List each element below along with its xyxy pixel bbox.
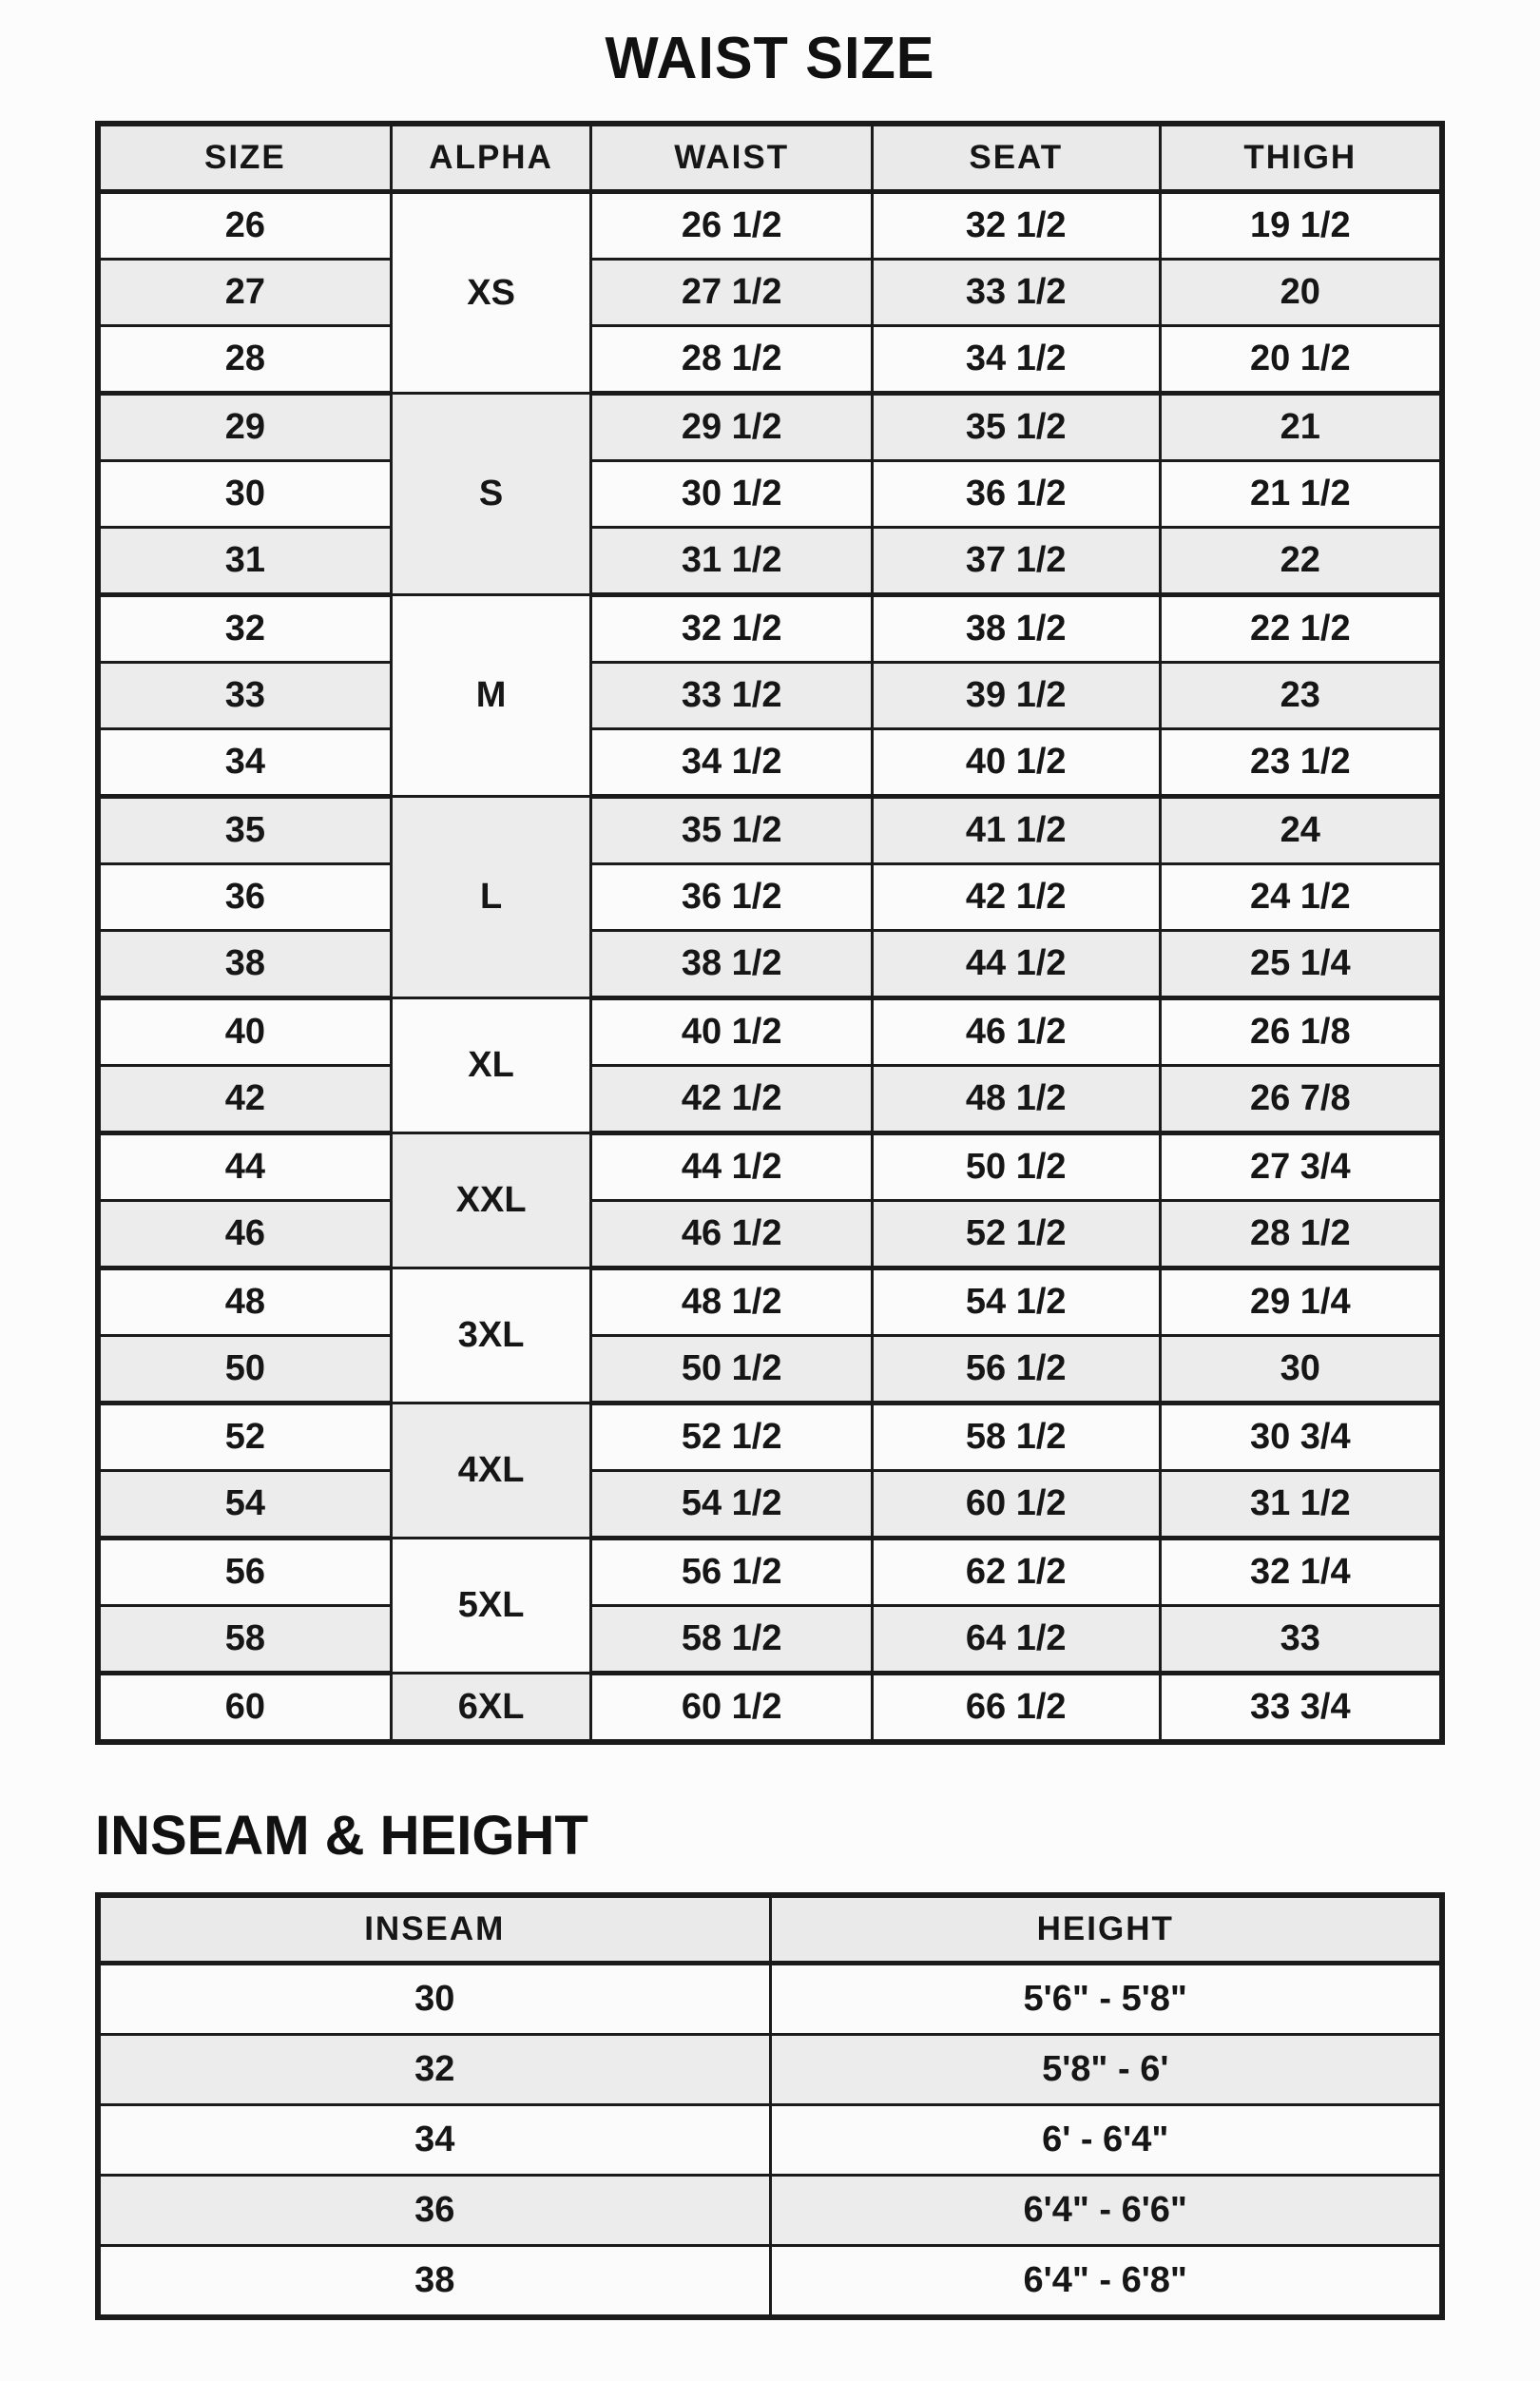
waist-row-size-35 [98, 797, 1442, 864]
seat-cell: 44 1/2 [872, 931, 1160, 998]
alpha-cell: L [391, 797, 591, 998]
alpha-cell: 4XL [391, 1403, 591, 1539]
thigh-cell: 29 1/4 [1160, 1268, 1442, 1336]
size-cell: 56 [98, 1539, 391, 1606]
alpha-cell: XS [391, 192, 591, 394]
seat-cell: 36 1/2 [872, 461, 1160, 528]
column-header-height: HEIGHT [770, 1895, 1442, 1964]
size-cell: 32 [98, 595, 391, 663]
thigh-cell: 19 1/2 [1160, 192, 1442, 260]
waist-cell: 28 1/2 [591, 326, 873, 394]
seat-cell: 39 1/2 [872, 663, 1160, 729]
thigh-cell: 24 1/2 [1160, 864, 1442, 931]
seat-cell: 38 1/2 [872, 595, 1160, 663]
seat-cell: 33 1/2 [872, 260, 1160, 326]
waist-row-size-34 [98, 729, 1442, 797]
thigh-cell: 33 3/4 [1160, 1674, 1442, 1743]
size-cell: 40 [98, 998, 391, 1066]
size-cell: 26 [98, 192, 391, 260]
inseam-row-36 [98, 2176, 1442, 2246]
waist-cell: 29 1/2 [591, 394, 873, 461]
waist-cell: 60 1/2 [591, 1674, 873, 1743]
size-cell: 42 [98, 1066, 391, 1133]
waist-size-table [95, 121, 1445, 1745]
alpha-cell: 5XL [391, 1539, 591, 1674]
thigh-cell: 22 1/2 [1160, 595, 1442, 663]
size-cell: 44 [98, 1133, 391, 1201]
thigh-cell: 21 1/2 [1160, 461, 1442, 528]
waist-cell: 54 1/2 [591, 1471, 873, 1539]
waist-row-size-54 [98, 1471, 1442, 1539]
size-cell: 28 [98, 326, 391, 394]
waist-cell: 26 1/2 [591, 192, 873, 260]
inseam-row-30 [98, 1964, 1442, 2035]
waist-table-body [98, 192, 1442, 1743]
alpha-cell: XL [391, 998, 591, 1133]
waist-cell: 44 1/2 [591, 1133, 873, 1201]
height-cell: 6' - 6'4" [770, 2105, 1442, 2176]
size-cell: 35 [98, 797, 391, 864]
inseam-cell: 38 [98, 2246, 770, 2318]
alpha-cell: XXL [391, 1133, 591, 1268]
waist-row-size-36 [98, 864, 1442, 931]
thigh-cell: 25 1/4 [1160, 931, 1442, 998]
thigh-cell: 22 [1160, 528, 1442, 595]
page-title: WAIST SIZE [605, 26, 935, 91]
seat-cell: 34 1/2 [872, 326, 1160, 394]
inseam-table-header [98, 1895, 1442, 1964]
thigh-cell: 26 7/8 [1160, 1066, 1442, 1133]
waist-cell: 35 1/2 [591, 797, 873, 864]
inseam-row-34 [98, 2105, 1442, 2176]
inseam-row-32 [98, 2035, 1442, 2105]
waist-cell: 34 1/2 [591, 729, 873, 797]
thigh-cell: 24 [1160, 797, 1442, 864]
inseam-section-title: INSEAM & HEIGHT [95, 1805, 588, 1867]
thigh-cell: 27 3/4 [1160, 1133, 1442, 1201]
size-cell: 48 [98, 1268, 391, 1336]
thigh-cell: 21 [1160, 394, 1442, 461]
thigh-cell: 26 1/8 [1160, 998, 1442, 1066]
waist-cell: 33 1/2 [591, 663, 873, 729]
seat-cell: 52 1/2 [872, 1201, 1160, 1268]
seat-cell: 58 1/2 [872, 1403, 1160, 1471]
waist-row-size-30 [98, 461, 1442, 528]
size-cell: 38 [98, 931, 391, 998]
seat-cell: 54 1/2 [872, 1268, 1160, 1336]
inseam-header-row [98, 1895, 1442, 1964]
thigh-cell: 32 1/4 [1160, 1539, 1442, 1606]
seat-cell: 41 1/2 [872, 797, 1160, 864]
size-cell: 36 [98, 864, 391, 931]
waist-cell: 52 1/2 [591, 1403, 873, 1471]
seat-cell: 40 1/2 [872, 729, 1160, 797]
alpha-cell: M [391, 595, 591, 797]
size-cell: 46 [98, 1201, 391, 1268]
seat-cell: 37 1/2 [872, 528, 1160, 595]
seat-cell: 42 1/2 [872, 864, 1160, 931]
waist-cell: 40 1/2 [591, 998, 873, 1066]
waist-row-size-29 [98, 394, 1442, 461]
thigh-cell: 30 [1160, 1336, 1442, 1403]
thigh-cell: 23 [1160, 663, 1442, 729]
seat-cell: 62 1/2 [872, 1539, 1160, 1606]
height-cell: 6'4" - 6'8" [770, 2246, 1442, 2318]
size-cell: 27 [98, 260, 391, 326]
column-header-alpha: ALPHA [391, 124, 591, 192]
waist-row-size-33 [98, 663, 1442, 729]
size-cell: 34 [98, 729, 391, 797]
thigh-cell: 33 [1160, 1606, 1442, 1674]
inseam-cell: 32 [98, 2035, 770, 2105]
column-header-seat: SEAT [872, 124, 1160, 192]
height-cell: 6'4" - 6'6" [770, 2176, 1442, 2246]
seat-cell: 32 1/2 [872, 192, 1160, 260]
waist-row-size-44 [98, 1133, 1442, 1201]
inseam-cell: 34 [98, 2105, 770, 2176]
alpha-cell: 6XL [391, 1674, 591, 1743]
seat-cell: 48 1/2 [872, 1066, 1160, 1133]
seat-cell: 35 1/2 [872, 394, 1160, 461]
waist-row-size-56 [98, 1539, 1442, 1606]
waist-row-size-52 [98, 1403, 1442, 1471]
waist-row-size-32 [98, 595, 1442, 663]
size-cell: 52 [98, 1403, 391, 1471]
column-header-inseam: INSEAM [98, 1895, 770, 1964]
thigh-cell: 28 1/2 [1160, 1201, 1442, 1268]
waist-cell: 32 1/2 [591, 595, 873, 663]
waist-cell: 42 1/2 [591, 1066, 873, 1133]
seat-cell: 50 1/2 [872, 1133, 1160, 1201]
inseam-row-38 [98, 2246, 1442, 2318]
waist-row-size-31 [98, 528, 1442, 595]
waist-row-size-58 [98, 1606, 1442, 1674]
inseam-cell: 30 [98, 1964, 770, 2035]
height-cell: 5'8" - 6' [770, 2035, 1442, 2105]
waist-cell: 56 1/2 [591, 1539, 873, 1606]
column-header-size: SIZE [98, 124, 391, 192]
size-cell: 29 [98, 394, 391, 461]
thigh-cell: 30 3/4 [1160, 1403, 1442, 1471]
waist-cell: 58 1/2 [591, 1606, 873, 1674]
size-cell: 31 [98, 528, 391, 595]
waist-row-size-28 [98, 326, 1442, 394]
waist-cell: 31 1/2 [591, 528, 873, 595]
thigh-cell: 20 1/2 [1160, 326, 1442, 394]
seat-cell: 56 1/2 [872, 1336, 1160, 1403]
size-cell: 33 [98, 663, 391, 729]
thigh-cell: 20 [1160, 260, 1442, 326]
waist-row-size-26 [98, 192, 1442, 260]
seat-cell: 60 1/2 [872, 1471, 1160, 1539]
waist-row-size-38 [98, 931, 1442, 998]
alpha-cell: 3XL [391, 1268, 591, 1403]
alpha-cell: S [391, 394, 591, 595]
waist-cell: 38 1/2 [591, 931, 873, 998]
waist-table-header [98, 124, 1442, 192]
waist-row-size-60 [98, 1674, 1442, 1743]
height-cell: 5'6" - 5'8" [770, 1964, 1442, 2035]
column-header-thigh: THIGH [1160, 124, 1442, 192]
size-cell: 50 [98, 1336, 391, 1403]
column-header-waist: WAIST [591, 124, 873, 192]
inseam-table-body [98, 1964, 1442, 2318]
waist-cell: 50 1/2 [591, 1336, 873, 1403]
waist-header-row [98, 124, 1442, 192]
waist-cell: 48 1/2 [591, 1268, 873, 1336]
waist-cell: 30 1/2 [591, 461, 873, 528]
waist-row-size-46 [98, 1201, 1442, 1268]
waist-cell: 27 1/2 [591, 260, 873, 326]
seat-cell: 64 1/2 [872, 1606, 1160, 1674]
waist-row-size-40 [98, 998, 1442, 1066]
size-cell: 30 [98, 461, 391, 528]
size-cell: 60 [98, 1674, 391, 1743]
size-cell: 54 [98, 1471, 391, 1539]
waist-row-size-48 [98, 1268, 1442, 1336]
thigh-cell: 31 1/2 [1160, 1471, 1442, 1539]
waist-cell: 46 1/2 [591, 1201, 873, 1268]
seat-cell: 46 1/2 [872, 998, 1160, 1066]
inseam-height-table [95, 1892, 1445, 2320]
inseam-cell: 36 [98, 2176, 770, 2246]
seat-cell: 66 1/2 [872, 1674, 1160, 1743]
waist-cell: 36 1/2 [591, 864, 873, 931]
waist-row-size-42 [98, 1066, 1442, 1133]
size-cell: 58 [98, 1606, 391, 1674]
thigh-cell: 23 1/2 [1160, 729, 1442, 797]
waist-row-size-27 [98, 260, 1442, 326]
waist-row-size-50 [98, 1336, 1442, 1403]
